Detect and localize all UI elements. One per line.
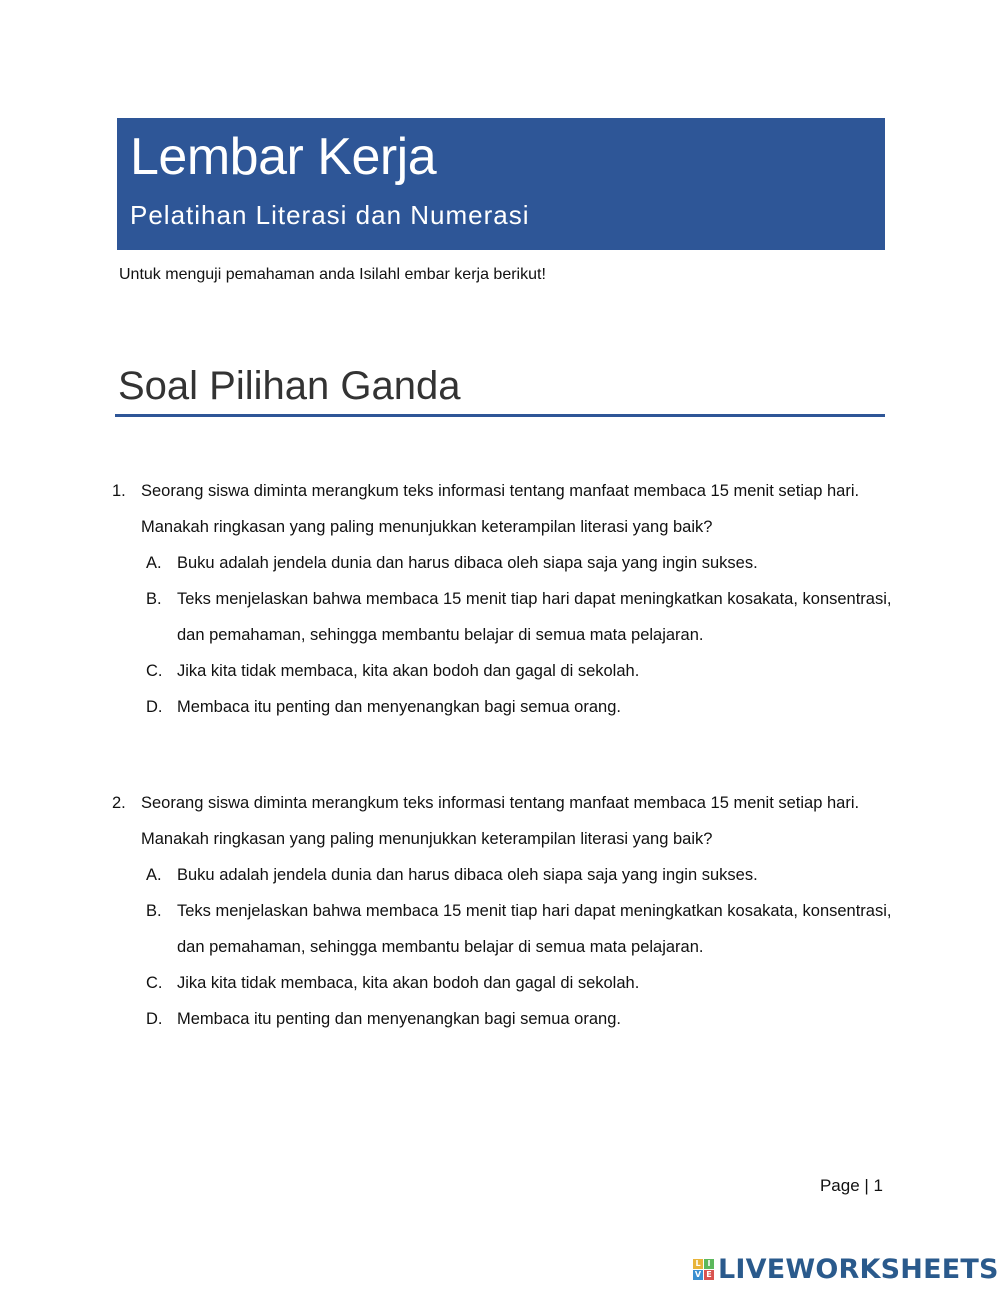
intro-text: Untuk menguji pemahaman anda Isilahl embar kerja berikut!	[119, 266, 546, 283]
option-letter: A.	[146, 866, 162, 884]
logo-block: L	[693, 1259, 703, 1269]
option-text: Buku adalah jendela dunia dan harus dibaca oleh siapa saja yang ingin sukses.	[177, 554, 758, 572]
question-number: 2.	[112, 794, 126, 812]
section-divider	[115, 414, 885, 417]
question-1	[112, 473, 892, 725]
logo-blocks-icon	[693, 1259, 714, 1280]
option-letter: A.	[146, 554, 162, 572]
page-title: Lembar Kerja	[130, 128, 437, 186]
option-text: Buku adalah jendela dunia dan harus dibaca oleh siapa saja yang ingin sukses.	[177, 866, 758, 884]
logo-block: V	[694, 1270, 702, 1279]
option-c[interactable]	[146, 653, 892, 689]
option-d[interactable]	[146, 689, 892, 725]
page-number: Page | 1	[819, 1176, 883, 1195]
option-b[interactable]	[146, 581, 892, 653]
option-text: Membaca itu penting dan menyenangkan bagi semua orang.	[177, 1010, 621, 1028]
title-banner	[117, 118, 885, 250]
option-letter: C.	[146, 662, 163, 680]
option-b[interactable]	[146, 893, 892, 965]
section-heading: Soal Pilihan Ganda	[118, 364, 461, 408]
question-2	[112, 785, 892, 1037]
option-letter: B.	[146, 902, 162, 920]
option-text: Teks menjelaskan bahwa membaca 15 menit tiap hari dapat meningkatkan kosakata, konsentrasi, dan pemahaman, sehingga membantu belajar di semua mata pelajaran.	[177, 902, 892, 956]
option-letter: D.	[146, 698, 163, 716]
logo-block: I	[704, 1259, 714, 1269]
question-text: Seorang siswa diminta merangkum teks informasi tentang manfaat membaca 15 menit setiap hari. Manakah ringkasan yang paling menunjukkan keterampilan literasi yang baik?	[141, 794, 860, 848]
question-number: 1.	[112, 482, 126, 500]
option-text: Jika kita tidak membaca, kita akan bodoh dan gagal di sekolah.	[177, 662, 640, 680]
logo-text: LIVEWORKSHEETS	[718, 1254, 999, 1285]
logo-block: E	[704, 1270, 714, 1280]
option-letter: C.	[146, 974, 163, 992]
option-letter: D.	[146, 1010, 163, 1028]
option-c[interactable]	[146, 965, 892, 1001]
option-a[interactable]	[146, 857, 892, 893]
option-d[interactable]	[146, 1001, 892, 1037]
option-a[interactable]	[146, 545, 892, 581]
option-text: Jika kita tidak membaca, kita akan bodoh dan gagal di sekolah.	[177, 974, 640, 992]
question-text: Seorang siswa diminta merangkum teks informasi tentang manfaat membaca 15 menit setiap hari. Manakah ringkasan yang paling menunjukkan keterampilan literasi yang baik?	[141, 482, 860, 536]
page-subtitle: Pelatihan Literasi dan Numerasi	[130, 200, 530, 230]
liveworksheets-logo[interactable]	[693, 1254, 999, 1285]
option-text: Teks menjelaskan bahwa membaca 15 menit tiap hari dapat meningkatkan kosakata, konsentrasi, dan pemahaman, sehingga membantu belajar di semua mata pelajaran.	[177, 590, 892, 644]
option-letter: B.	[146, 590, 162, 608]
option-text: Membaca itu penting dan menyenangkan bagi semua orang.	[177, 698, 621, 716]
